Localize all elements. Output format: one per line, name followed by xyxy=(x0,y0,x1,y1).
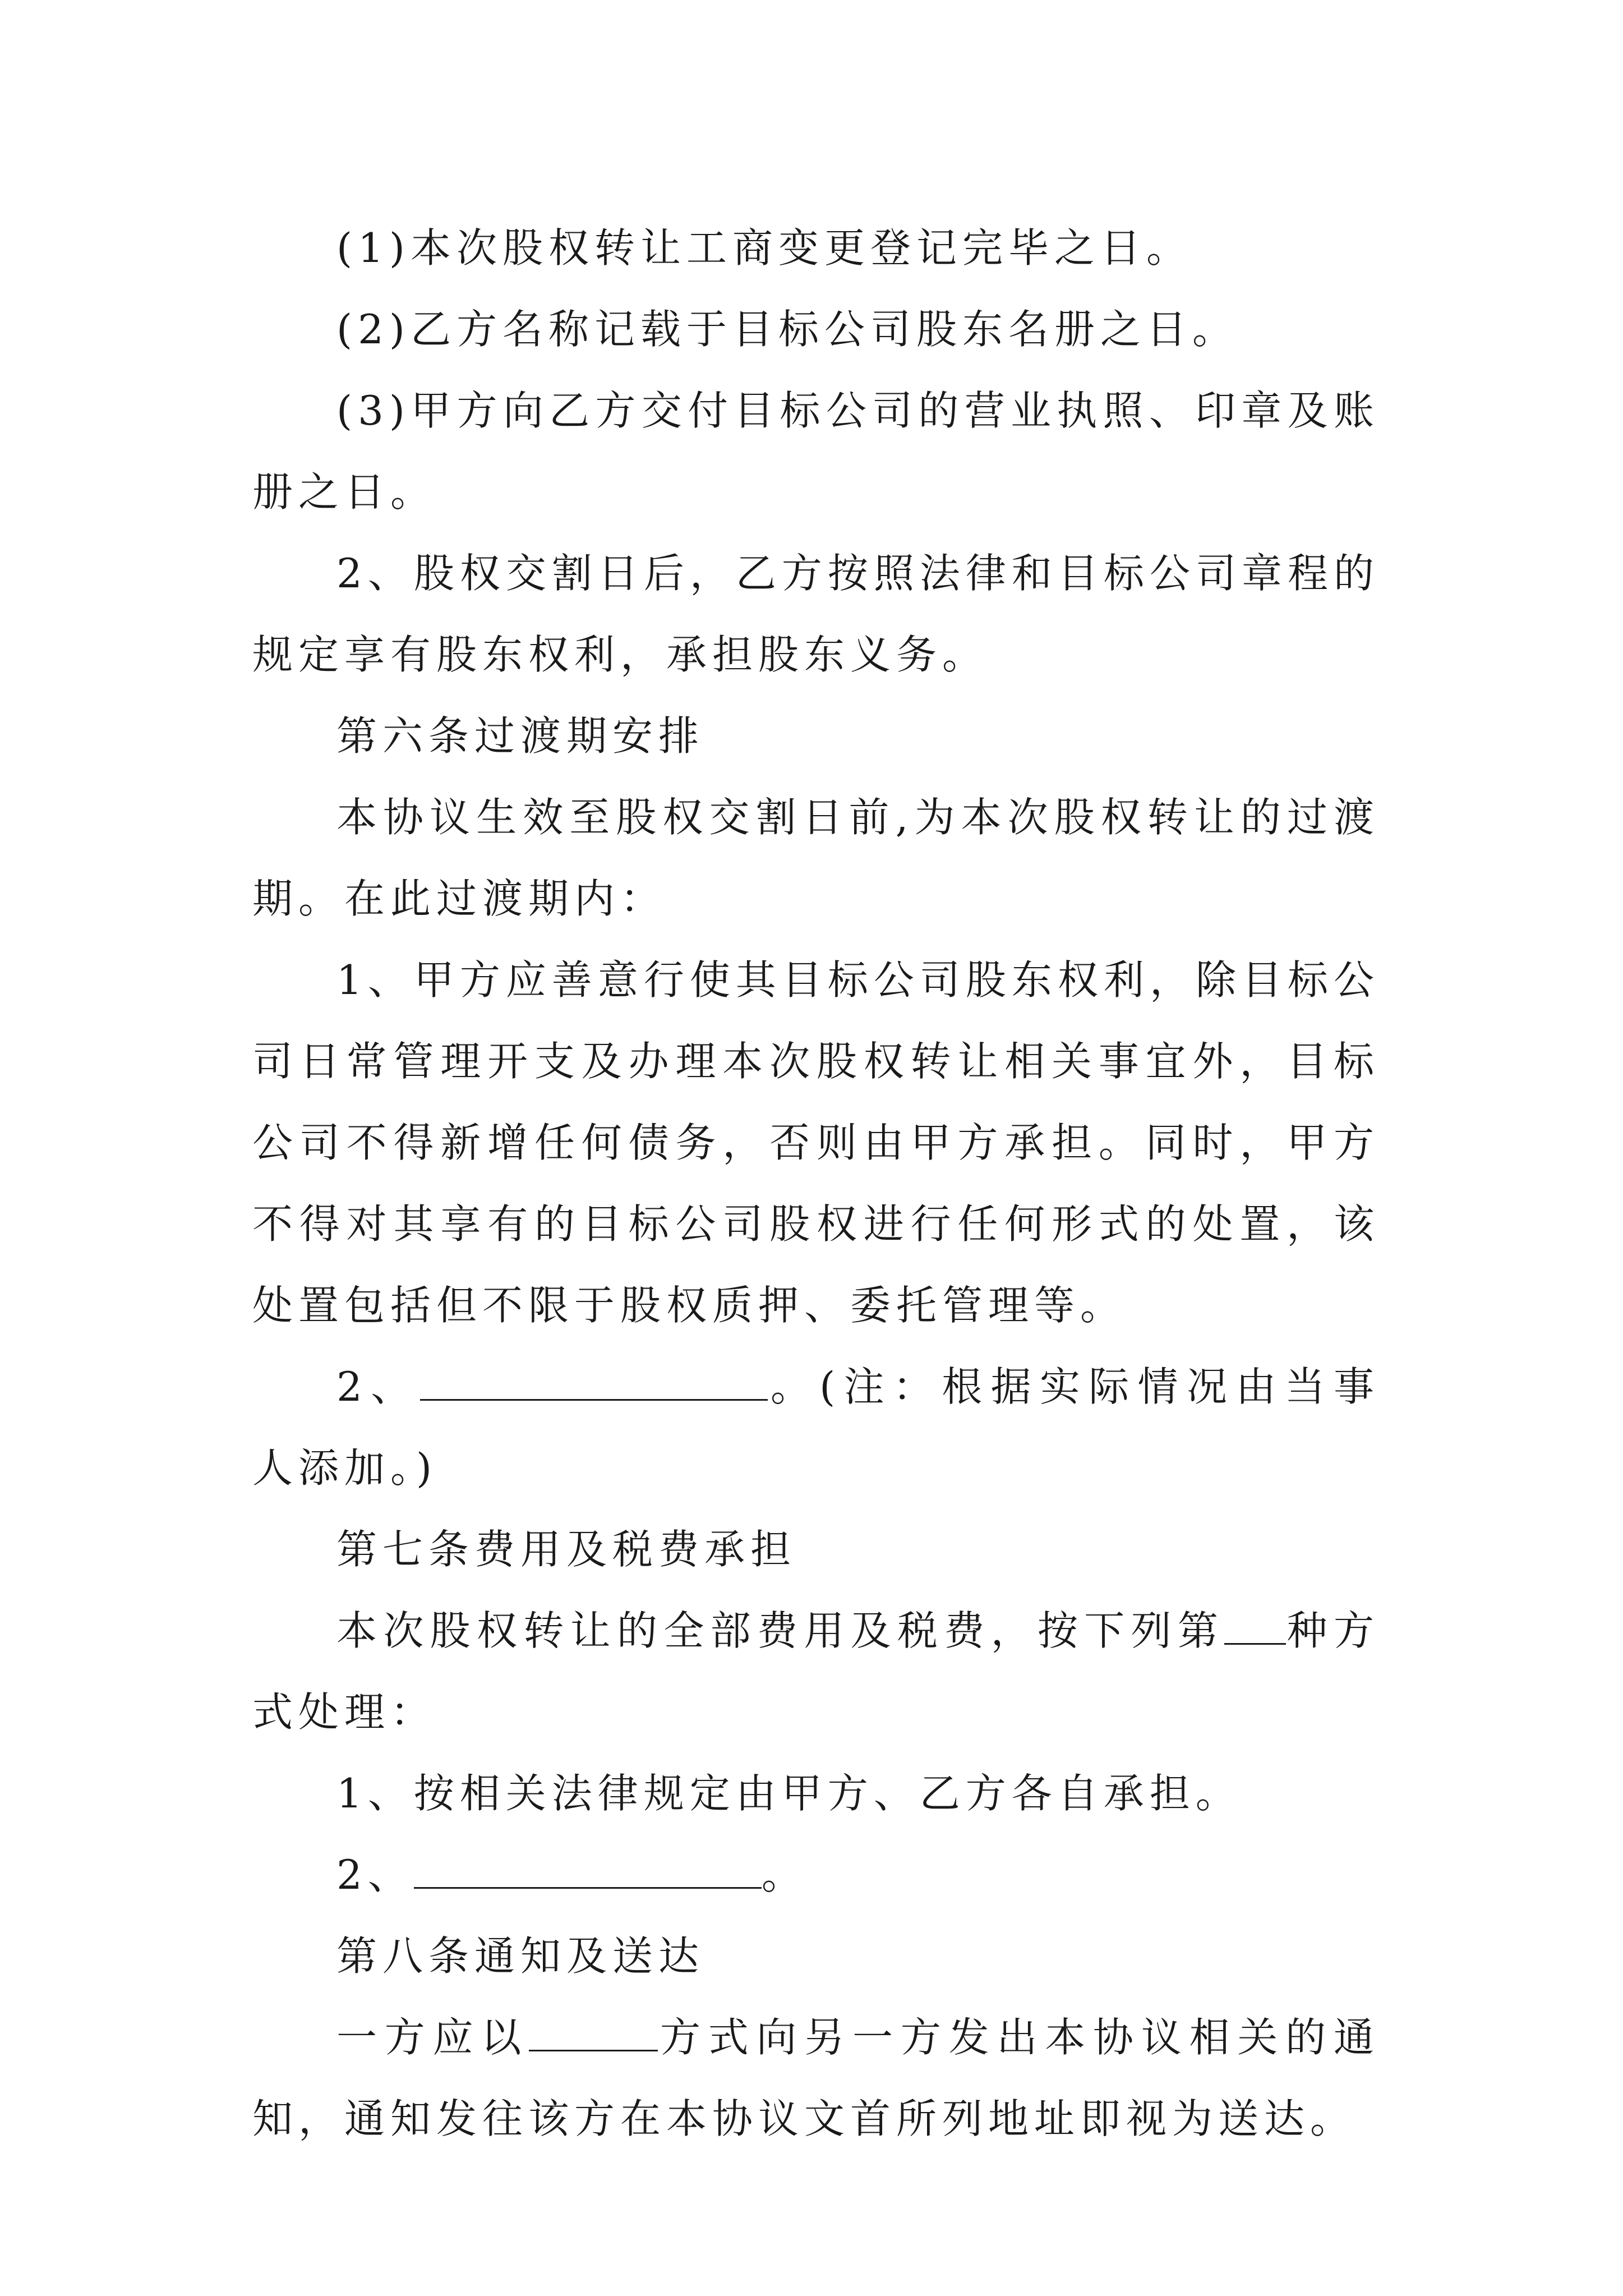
transition-item-2-prefix: 2、 xyxy=(336,1363,420,1410)
fees-item-2-suffix: 。 xyxy=(761,1851,808,1898)
transition-item-1: 1、甲方应善意行使其目标公司股东权利，除目标公司日常管理开支及办理本次股权转让相关事宜外，目标公司不得新增任何债务，否则由甲方承担。同时，甲方不得对其享有的目标公司股权进行任何形式的处置，该处置包括但不限于股权质押、委托管理等。 xyxy=(252,956,1380,1329)
transition-period-paragraph: 本协议生效至股权交割日前,为本次股权转让的过渡期。在此过渡期内： xyxy=(252,794,1380,922)
fill-in-blank[interactable] xyxy=(529,2016,658,2051)
transition-item-2 xyxy=(252,1346,1380,1509)
notice-paragraph xyxy=(252,1997,1380,2160)
fees-item-2-prefix: 2、 xyxy=(336,1851,414,1898)
fees-paragraph-prefix: 本次股权转让的全部费用及税费，按下列第 xyxy=(336,1607,1225,1654)
fill-in-blank[interactable] xyxy=(420,1365,768,1401)
fill-in-blank[interactable] xyxy=(1224,1609,1286,1645)
notice-paragraph-suffix: 方式向另一方发出本协议相关的通知，通知发往该方在本协议文首所列地址即视为送达。 xyxy=(252,2014,1380,2142)
fees-paragraph xyxy=(252,1590,1380,1753)
clause-paragraph-2: 2、股权交割日后，乙方按照法律和目标公司章程的规定享有股东权利，承担股东义务。 xyxy=(252,550,1380,678)
fill-in-blank[interactable] xyxy=(414,1853,762,1889)
fees-paragraph-suffix: 种方式处理： xyxy=(252,1607,1380,1736)
article-6-heading: 第六条过渡期安排 xyxy=(336,712,705,760)
fees-item-2 xyxy=(252,1834,1380,1916)
transition-item-2-suffix: 。(注：根据实际情况由当事人添加。) xyxy=(252,1363,1380,1492)
document-body xyxy=(252,208,1380,2160)
article-7-heading: 第七条费用及税费承担 xyxy=(336,1526,797,1573)
clause-item-3: (3)甲方向乙方交付目标公司的营业执照、印章及账册之日。 xyxy=(252,387,1380,516)
fees-item-1: 1、按相关法律规定由甲方、乙方各自承担。 xyxy=(336,1770,1242,1817)
clause-item-1: (1)本次股权转让工商变更登记完毕之日。 xyxy=(336,224,1192,272)
clause-item-2: (2)乙方名称记载于目标公司股东名册之日。 xyxy=(336,306,1238,353)
notice-paragraph-prefix: 一方应以 xyxy=(336,2014,529,2061)
article-8-heading: 第八条通知及送达 xyxy=(336,1932,705,1980)
